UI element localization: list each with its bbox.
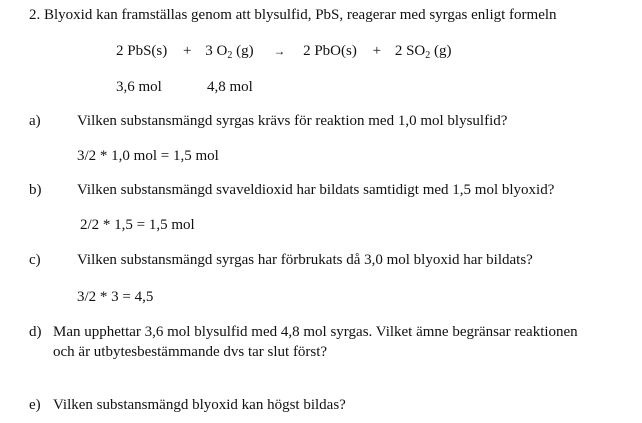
product-so2 xyxy=(395,42,452,60)
question-c-answer: 3/2 * 3 = 4,5 xyxy=(77,289,154,305)
product-so2-coeff: 2 SO xyxy=(394,43,426,59)
intro-text: 2. Blyoxid kan framställas genom att blysulfid, PbS, reagerar med syrgas enligt formeln xyxy=(29,7,557,23)
reaction-equation xyxy=(116,42,452,60)
question-a-answer: 3/2 * 1,0 mol = 1,5 mol xyxy=(77,148,219,164)
plus-sign: + xyxy=(372,43,382,59)
reaction-arrow-icon: → xyxy=(273,44,286,58)
amount-pbs: 3,6 mol xyxy=(116,79,162,95)
question-b-label: b) xyxy=(29,182,42,198)
reactant-pbs: 2 PbS(s) xyxy=(116,43,168,59)
reactant-o2-state: (g) xyxy=(232,43,254,59)
plus-sign: + xyxy=(183,43,192,59)
product-so2-state: (g) xyxy=(430,43,452,59)
question-b-answer: 2/2 * 1,5 = 1,5 mol xyxy=(80,217,195,233)
question-a-text: Vilken substansmängd syrgas krävs för reaktion med 1,0 mol blysulfid? xyxy=(77,113,508,129)
question-a-label: a) xyxy=(29,113,41,129)
reactant-o2-coeff: 3 O xyxy=(205,43,228,59)
reactant-o2-subscript: 2 xyxy=(227,50,233,61)
reactant-o2 xyxy=(205,42,253,60)
question-c-text: Vilken substansmängd syrgas har förbrukats då 3,0 mol blyoxid har bildats? xyxy=(77,252,533,268)
product-pbo: 2 PbO(s) xyxy=(303,43,357,59)
question-e-label: e) xyxy=(29,397,41,413)
question-c-label: c) xyxy=(29,252,41,268)
question-d-label: d) xyxy=(29,324,42,340)
question-b-text: Vilken substansmängd svaveldioxid har bildats samtidigt med 1,5 mol blyoxid? xyxy=(77,182,555,198)
product-so2-subscript: 2 xyxy=(425,50,431,61)
amount-o2: 4,8 mol xyxy=(207,79,253,95)
question-e-text: Vilken substansmängd blyoxid kan högst bildas? xyxy=(53,397,346,413)
question-d-text-line2: och är utbytesbestämmande dvs tar slut först? xyxy=(53,344,328,360)
question-d-text-line1: Man upphettar 3,6 mol blysulfid med 4,8 mol syrgas. Vilket ämne begränsar reaktionen xyxy=(53,324,578,340)
